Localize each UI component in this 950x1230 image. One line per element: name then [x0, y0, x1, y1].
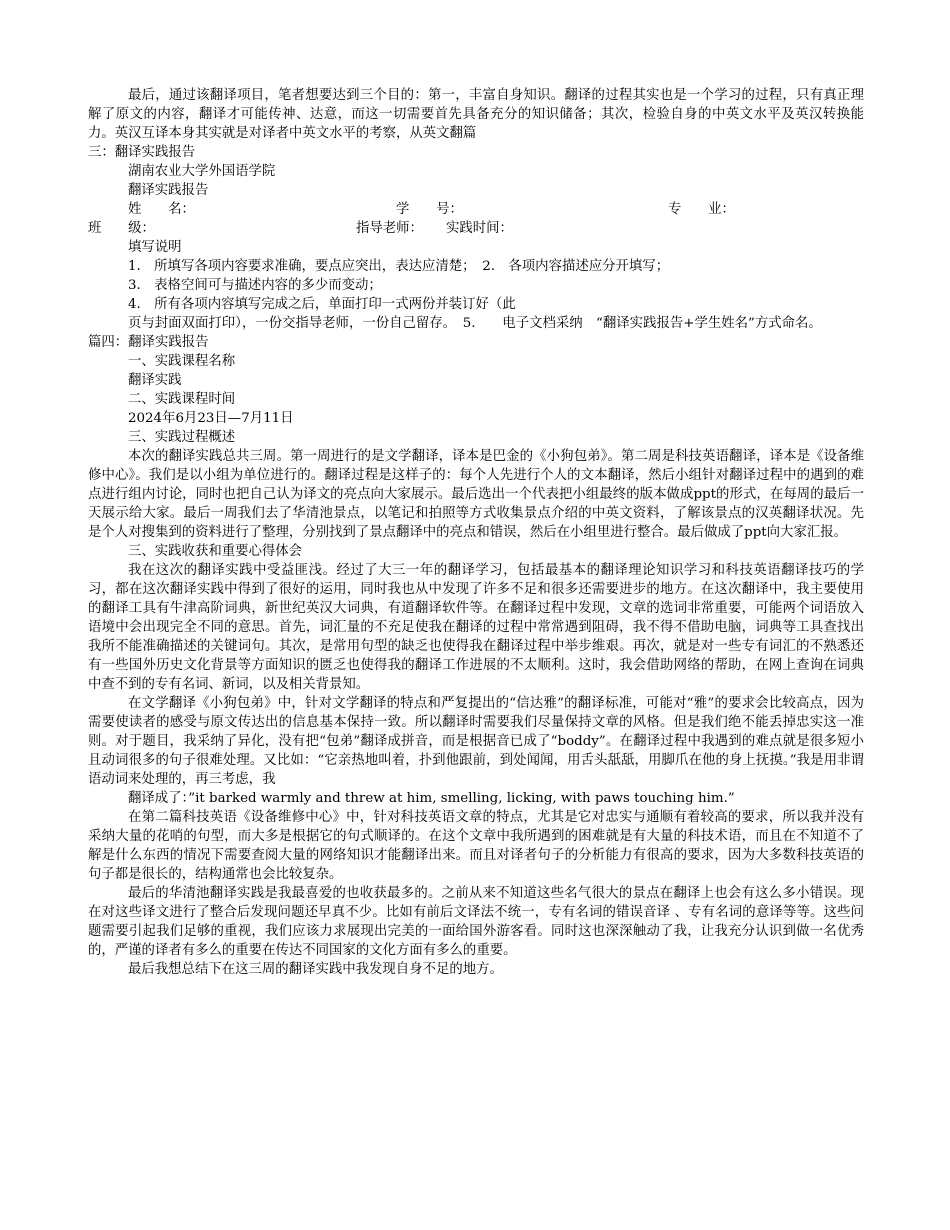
gains-paragraph-2: 在文学翻译《小狗包弟》中，针对文学翻译的特点和严复提出的“信达雅”的翻译标准，可能对“雅”的要求会比较高点，因为需要使读者的感受与原文传达出的信息基本保持一致。所以翻译时需要我们尽量保持文章的风格。但是我们绝不能丢掉忠实这一准则。对于题目，我采纳了异化，没有把“包弟”翻译成拼音，而是根据音已成了“boddy”。在翻译过程中我遇到的难点就是很多短小且动词很多的句子很难处理。又比如：“它亲热地叫着，扑到他跟前，到处闻闻，用舌头舐舐，用脚爪在他的身上抚摸。”我是用非谓语动词来处理的，再三考虑，我 — [88, 696, 864, 787]
instruction-4-continued: 页与封面双面打印），一份交指导老师，一份自己留存。 5. 电子文档采纳 “翻译实践报告+学生姓名”方式命名。 — [128, 316, 822, 331]
gains-paragraph-1: 我在这次的翻译实践中受益匪浅。经过了大三一年的翻译学习，包括最基本的翻译理论知识学习和科技英语翻译技巧的学习，都在这次翻译实践中得到了很好的运用，同时我也从中发现了许多不足和很多还需要进步的地方。在这次翻译中，我主要使用的翻译工具有牛津高阶词典，新世纪英汉大词典，有道翻译软件等。在翻译过程中发现，文章的选词非常重要，可能两个词语放入语境中会出现完全不同的意思。首先，词汇量的不充足使我在翻译的过程中常常遇到阻碍，我不得不借助电脑，词典等工具查找出我所不能准确描述的关键词句。其次，是常用句型的缺乏也使得我在翻译过程中举步维艰。再次，就是对一些专有词汇的不熟悉还有一些国外历史文化背景等方面知识的匮乏也使得我的翻译工作进展的不太顺利。这时，我会借助网络的帮助，在网上查询在词典中查不到的专有名词、新词，以及相关背景知。 — [88, 563, 864, 692]
process-paragraph: 本次的翻译实践总共三周。第一周进行的是文学翻译，译本是巴金的《小狗包弟》。第二周是科技英语翻译，译本是《设备维修中心》。我们是以小组为单位进行的。翻译过程是这样子的：每个人先进行个人的文本翻译，然后小组针对翻译过程中的遇到的难点进行组内讨论，同时也把自己认为译文的亮点向大家展示。最后选出一个代表把小组最终的版本做成ppt的形式，在每周的最后一天展示给大家。最后一周我们去了华清池景点，以笔记和拍照等方式收集景点介绍的中英文资料，了解该景点的汉英翻译状况。先是个人对搜集到的资料进行了整理，分别找到了景点翻译中的亮点和错误，然后在小组里进行整合。最后做成了ppt向大家汇报。 — [88, 449, 864, 540]
section3-title: 三、实践过程概述 — [128, 430, 236, 445]
class-label: 班 级： — [88, 221, 155, 236]
advisor-label: 指导老师： — [356, 221, 423, 236]
name-label: 姓 名： — [128, 202, 195, 217]
major-label: 专 业： — [668, 202, 735, 217]
document-page — [88, 86, 864, 979]
instruction-1-2: 1. 所填写各项内容要求准确，要点应突出，表达应清楚； 2. 各项内容描述应分开填写； — [128, 259, 670, 274]
info-row-1 — [88, 200, 864, 219]
intro-paragraph: 最后，通过该翻译项目，笔者想要达到三个目的：第一，丰富自身知识。翻译的过程其实也是一个学习的过程，只有真正理解了原文的内容，翻译才可能传神、达意，而这一切需要首先具备充分的知识储备；其次，检验自身的中英文水平及英汉转换能力。英汉互译本身其实就是对译者中英文水平的考察，从英文翻篇 — [88, 88, 864, 141]
section1-value: 翻译实践 — [128, 373, 182, 388]
section1-title: 一、实践课程名称 — [128, 354, 236, 369]
gains-paragraph-3: 在第二篇科技英语《设备维修中心》中，针对科技英语文章的特点，尤其是它对忠实与通顺有着较高的要求，所以我并没有采纳大量的花哨的句型，而大多是根据它的句式顺译的。在这个文章中我所遇到的困难就是有大量的科技术语，而且在不知道不了解是什么东西的情况下需要查阅大量的网络知识才能翻译出来。而且对译者句子的分析能力有很高的要求，因为大多数科技英语的句子都是很长的，结构通常也会比较复杂。 — [88, 810, 864, 882]
time-label: 实践时间： — [446, 221, 513, 236]
report-title: 翻译实践报告 — [128, 183, 209, 198]
instruction-3: 3. 表格空间可与描述内容的多少而变动； — [128, 278, 382, 293]
student-id-label: 学 号： — [396, 202, 463, 217]
instruction-4: 4. 所有各项内容填写完成之后，单面打印一式两份并装订好（此 — [128, 297, 516, 312]
part3-heading: 三：翻译实践报告 — [88, 145, 196, 160]
section4-title: 三、实践收获和重要心得体会 — [128, 544, 303, 559]
section2-title: 二、实践课程时间 — [128, 392, 236, 407]
section2-value: 2024年6月23日—7月11日 — [128, 411, 294, 426]
part4-heading: 篇四：翻译实践报告 — [88, 335, 209, 350]
instructions-title: 填写说明 — [128, 240, 182, 255]
translation-quote: 翻译成了：”it barked warmly and threw at him, smelling, licking, with paws touching him.” — [128, 791, 735, 806]
gains-paragraph-4: 最后的华清池翻译实践是我最喜爱的也收获最多的。之前从来不知道这些名气很大的景点在翻译上也会有这么多小错误。现在对这些译文进行了整合后发现问题还早真不少。比如有前后文译法不统一，专有名词的错误音译 、专有名词的意译等等。这些问题需要引起我们足够的重视，我们应该力求展现出完美的一面给国外游客看。同时这也深深触动了我，让我充分认识到做一名优秀的，严谨的译者有多么的重要在传达不同国家的文化方面有多么的重要。 — [88, 886, 864, 958]
gains-paragraph-5: 最后我想总结下在这三周的翻译实践中我发现自身不足的地方。 — [128, 962, 503, 977]
school-name: 湖南农业大学外国语学院 — [128, 164, 276, 179]
info-row-2 — [88, 219, 864, 238]
